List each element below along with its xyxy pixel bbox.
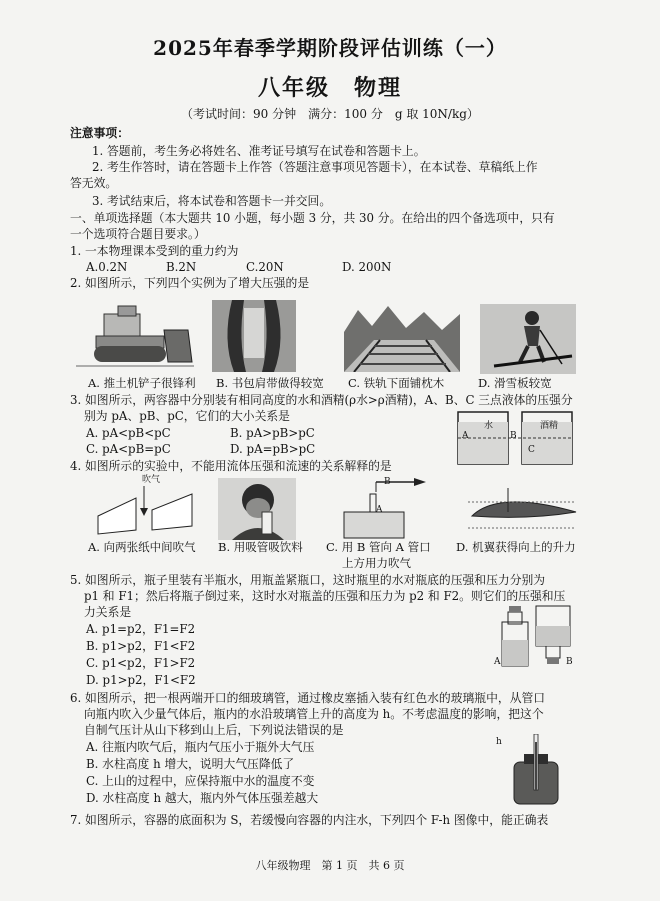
q6-option-c: C. 上山的过程中，应保持瓶中水的温度不变: [86, 774, 315, 788]
q5-option-b: B. p1>p2，F1<F2: [86, 639, 196, 653]
q6-stem: 6. 如图所示，把一根两端开口的细玻璃管，通过橡皮塞插入装有红色水的玻璃瓶中，从管口: [70, 691, 546, 705]
q5-option-d: D. p1>p2，F1<F2: [86, 673, 196, 687]
bulldozer-figure: [76, 300, 194, 372]
note-2: 2. 考生作答时，请在答题卡上作答（答题注意事项见答题卡），在本试卷、草稿纸上作: [92, 160, 538, 174]
q5-stem-cont: p1 和 F1；然后将瓶子倒过来，这时水对瓶盖的压强和压力为 p2 和 F2。则它们的压强和压: [84, 589, 566, 603]
q6-option-d: D. 水柱高度 h 越大，瓶内外气体压强差越大: [86, 791, 319, 805]
point-b-label: B: [510, 431, 517, 441]
q3-option-b: B. pA>pB>pC: [230, 426, 315, 440]
q1-option-b: B.2N: [166, 260, 197, 274]
wing-figure: [468, 486, 580, 536]
q5-option-a: A. p1=p2，F1=F2: [86, 622, 196, 636]
q3-option-c: C. pA<pB=pC: [86, 442, 171, 456]
bottle-b-label: B: [566, 657, 573, 667]
papers-figure: [92, 486, 202, 536]
barometer-figure: [508, 734, 564, 806]
q2-option-d: D. 滑雪板较宽: [478, 376, 552, 390]
q6-stem-cont: 向瓶内吹入少量气体后，瓶内的水沿玻璃管上升的高度为 h。不考虑温度的影响，把这个: [84, 707, 544, 721]
q1-option-a: A.0.2N: [86, 260, 128, 274]
q4-stem: 4. 如图所示的实验中，不能用流体压强和流速的关系解释的是: [70, 459, 392, 473]
notes-heading: 注意事项：: [70, 126, 129, 140]
page-footer: 八年级物理 第 1 页 共 6 页: [255, 859, 405, 872]
exam-info: （考试时间：90 分钟 满分：100 分 g 取 10N/kg）: [181, 107, 479, 121]
q5-option-c: C. p1<p2，F1>F2: [86, 656, 196, 670]
q1-stem: 1. 一本物理课本受到的重力约为: [70, 244, 239, 258]
straw-figure: [218, 478, 296, 540]
q3-stem-cont: 别为 pA、pB、pC，它们的大小关系是: [84, 409, 290, 423]
q4-option-c: C. 用 B 管向 A 管口: [326, 540, 431, 554]
backpack-figure: [212, 300, 296, 372]
q4-option-b: B. 用吸管吸饮料: [218, 540, 303, 554]
note-1: 1. 答题前，考生务必将姓名、准考证号填写在试卷和答题卡上。: [92, 144, 426, 158]
tube-b-label: B: [384, 477, 391, 487]
skier-figure: [480, 304, 576, 374]
q4-option-a: A. 向两张纸中间吹气: [88, 540, 196, 554]
tube-a-label: A: [376, 505, 383, 515]
q2-option-c: C. 铁轨下面铺枕木: [348, 376, 445, 390]
q6-option-b: B. 水柱高度 h 增大，说明大气压降低了: [86, 757, 295, 771]
q3-option-a: A. pA<pB<pC: [86, 426, 171, 440]
q5-stem-cont2: 力关系是: [84, 605, 132, 619]
blow-label: 吹气: [142, 475, 161, 485]
q6-stem-cont2: 自制气压计从山下移到山上后，下列说法错误的是: [84, 723, 344, 737]
bottle-a-label: A: [494, 657, 501, 667]
q3-stem: 3. 如图所示，两容器中分别装有相同高度的水和酒精(ρ水>ρ酒精)，A、B、C 三点液体的压强分: [70, 393, 573, 407]
section-heading-cont: 一个选项符合题目要求。）: [70, 227, 206, 241]
h-label: h: [496, 737, 502, 747]
railway-figure: [344, 304, 460, 372]
water-label: 水: [484, 421, 494, 431]
q1-option-d: D. 200N: [342, 260, 392, 274]
exam-title: 2025年春季学期阶段评估训练（一）: [153, 36, 507, 60]
point-a-label: A: [462, 431, 469, 441]
q2-option-b: B. 书包肩带做得较宽: [216, 376, 324, 390]
q3-option-d: D. pA=pB>pC: [230, 442, 316, 456]
q4-option-c-cont: 上方用力吹气: [342, 556, 411, 570]
point-c-label: C: [528, 445, 535, 455]
q1-option-c: C.20N: [246, 260, 284, 274]
q4-option-d: D. 机翼获得向上的升力: [456, 540, 576, 554]
note-3: 3. 考试结束后，将本试卷和答题卡一并交回。: [92, 194, 332, 208]
section-heading: 一、单项选择题（本大题共 10 小题，每小题 3 分，共 30 分。在给出的四个备选项中，只有: [70, 211, 555, 225]
exam-subject: 八年级 物理: [257, 75, 402, 101]
q6-option-a: A. 往瓶内吹气后，瓶内气压小于瓶外大气压: [86, 740, 315, 754]
alcohol-label: 酒精: [540, 421, 559, 431]
q2-option-a: A. 推土机铲子很锋利: [88, 376, 196, 390]
q7-stem: 7. 如图所示，容器的底面积为 S，若缓慢向容器的内注水，下列四个 F-h 图像中，能正确表: [70, 813, 549, 827]
note-2-cont: 答无效。: [70, 176, 118, 190]
q2-stem: 2. 如图所示，下列四个实例为了增大压强的是: [70, 276, 310, 290]
q5-stem: 5. 如图所示，瓶子里装有半瓶水，用瓶盖紧瓶口，这时瓶里的水对瓶底的压强和压力分别为: [70, 573, 546, 587]
